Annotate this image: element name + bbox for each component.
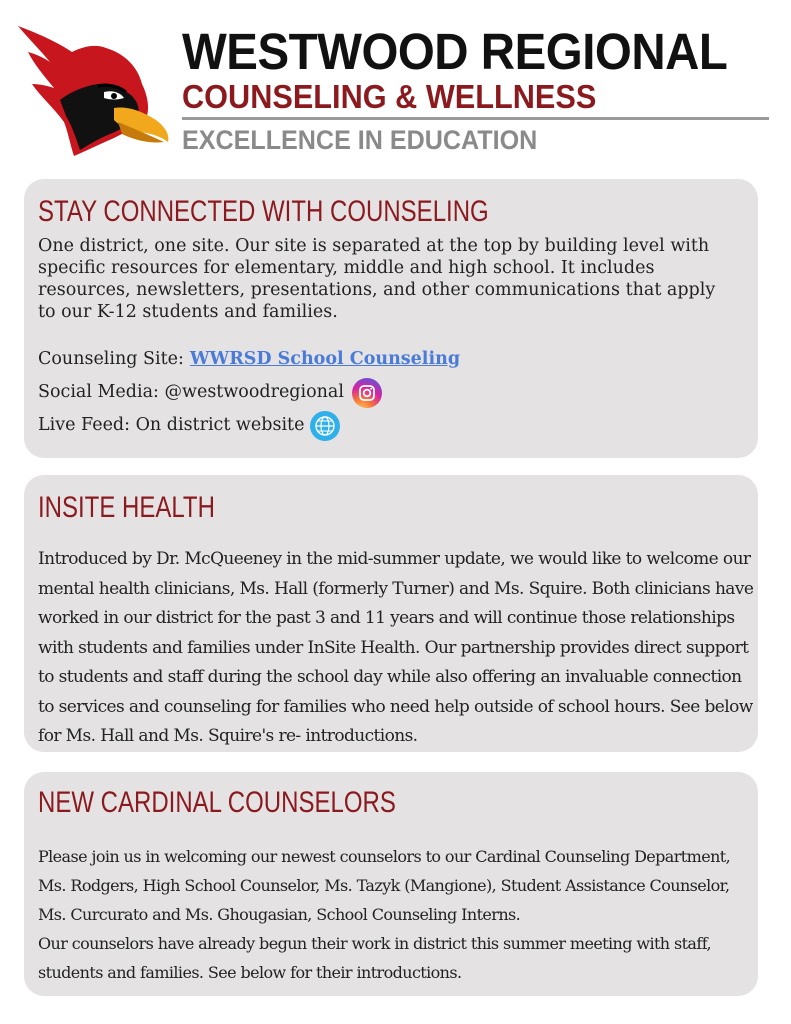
page-title: WESTWOOD REGIONAL — [182, 23, 728, 80]
social-media-label: Social Media: @westwoodregional — [38, 382, 344, 402]
page-tagline: EXCELLENCE IN EDUCATION — [182, 125, 538, 155]
new-counselors-welcome: Please join us in welcoming our newest counselors to our Cardinal Counseling Department, Ms. Rodgers, High School Counselor, Ms. Tazyk (Mangione), Student Assistance Counselor, Ms. Curcurato and Ms. Ghougasian, School Counseling Interns. — [38, 847, 731, 924]
live-feed-label: Live Feed: On district website — [38, 415, 305, 435]
header-divider — [182, 117, 769, 120]
new-counselors-intro: Our counselors have already begun their work in district this summer meeting with staff, students and families. See below for their introductions. — [38, 934, 711, 982]
live-feed-row — [38, 409, 744, 442]
counseling-site-row — [38, 343, 744, 376]
cardinal-head-icon — [14, 22, 172, 162]
insite-health-card — [24, 475, 758, 752]
stay-connected-card — [24, 179, 758, 458]
counseling-site-label: Counseling Site: — [38, 349, 184, 369]
insite-health-heading: INSITE HEALTH — [38, 491, 215, 524]
instagram-icon[interactable] — [352, 378, 382, 408]
counseling-site-link[interactable]: WWRSD School Counseling — [189, 349, 461, 369]
page-subtitle: COUNSELING & WELLNESS — [182, 78, 597, 115]
new-counselors-body — [38, 842, 748, 987]
insite-health-body: Introduced by Dr. McQueeney in the mid-summer update, we would like to welcome our mental health clinicians, Ms. Hall (formerly Turner) and Ms. Squire. Both clinicians have worked in our district for the past 3 and 11 years and will continue those relationships with students and families under InSite Health. Our partnership provides direct support to students and staff during the school day while also offering an invaluable connection to services and counseling for families who need help outside of school hours. See below for Ms. Hall and Ms. Squire's re- introductions. — [38, 549, 754, 746]
social-media-row — [38, 376, 744, 409]
new-counselors-card — [24, 772, 758, 996]
globe-icon[interactable] — [310, 411, 340, 441]
new-counselors-heading: NEW CARDINAL COUNSELORS — [38, 786, 396, 819]
stay-connected-heading: STAY CONNECTED WITH COUNSELING — [38, 195, 489, 228]
stay-connected-body: One district, one site. Our site is separated at the top by building level with specific resources for elementary, middle and high school. It includes resources, newsletters, presentations, and other communications that apply to our K-12 students and families. — [38, 236, 716, 322]
